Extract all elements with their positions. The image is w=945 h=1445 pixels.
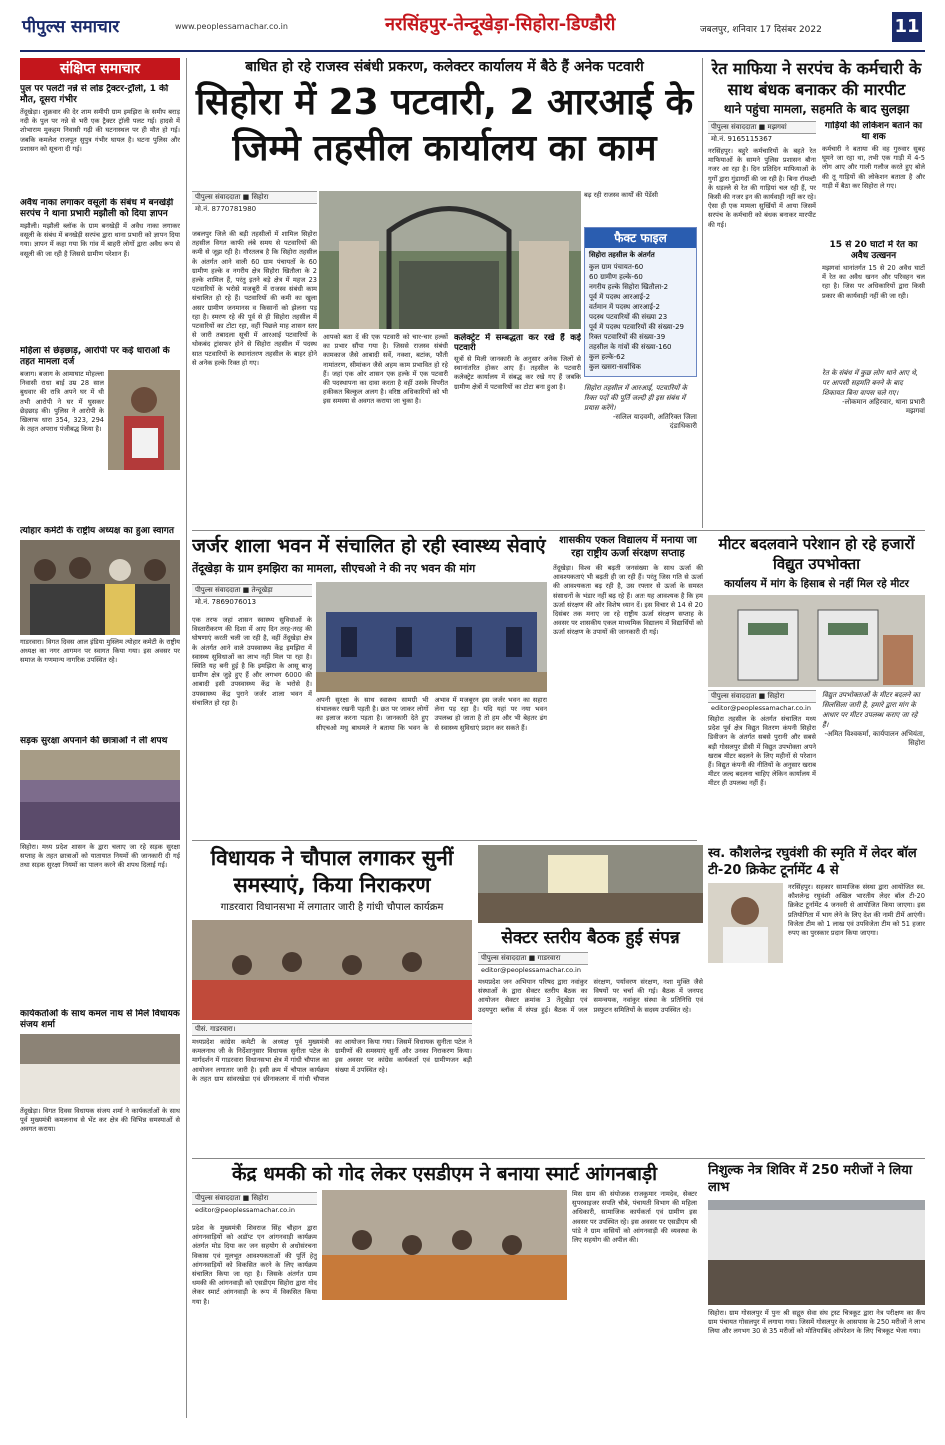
row-divider <box>192 840 697 841</box>
group-photo <box>20 1034 180 1104</box>
mla-text: मध्यप्रदेश कांग्रेस कमेटी के अध्यक्ष पूर्व मुख्यमंत्री कमलनाथ जी के निर्देशानुसार विधायक सुनीता पटेल के मार्गदर्शन में गाडरवारा विधानसभा क्षेत्र में गांधी चौपाल का आयोजन लगातार जारी है। इसी क्रम में चौपाल कार्यक्रम के तहत ग्राम सांवरखेडा एवं छीनाकलार में गांधी चौपाल का आयोजन किया गया। जिसमें विधायक सुनीता पटेल ने ग्रामीणों की समस्याएं सुनीं और उनका निराकरण किया। इस अवसर पर कांग्रेस कार्यकर्ता एवं ग्रामीणजन बड़ी संख्या में उपस्थित रहे। <box>192 1038 472 1083</box>
health-story <box>192 534 547 834</box>
fact-file-item: वर्तमान में पदस्थ आरआई-2 <box>589 303 660 311</box>
lead-right-column <box>584 191 697 431</box>
brief-news-header: संक्षिप्त समाचार <box>20 58 180 80</box>
health-text-2: अपनी सुरक्षा के साथ स्वास्थ्य सामग्री भी संभालकर रखनी पड़ती है। छत पर जाकर लोगों का इलाज करना पड़ता है। जानकारी देते हुए सीएचओ मधु बाथमले ने बताया कि भवन के अभाव में मजबूरन इस जर्जर भवन का सहारा लेना पड़ रहा है। यदि यहां पर नया भवन उपलब्ध हो जाता है तो हम और भी बेहतर ढंग से स्वास्थ्य सुविधाएं प्रदान कर सकते हैं। <box>316 696 547 732</box>
sand-text-3: मझगवां थानांतर्गत 15 से 20 अवैध घाटों में रेत का अवैध खनन और परिवहन चल रहा है। जिस पर अधिकारियों द्वारा किसी प्रकार की कार्यवाही नहीं की जा रही। <box>822 264 925 300</box>
energy-story <box>553 534 703 834</box>
sector-email[interactable]: editor@peoplessamachar.co.in <box>481 966 581 974</box>
health-byline: पीपुल्स संवाददाता ■ तेन्दूखेड़ा <box>192 584 312 597</box>
students-oath-photo <box>20 750 180 840</box>
fact-file-list <box>585 262 696 372</box>
brief-text: गाडरवारा। विगत दिवस आल इंडिया मुस्लिम त्योहार कमेटी के राष्ट्रीय अध्यक्ष का नगर आगमन पर स्वागत किया गया। इस अवसर पर समाज के गणमान्य नागरिक उपस्थित रहे। <box>20 638 180 665</box>
health-mobile: मो.नं. 7869076013 <box>195 598 257 606</box>
fact-file-subtitle: सिहोरा तहसील के अंतर्गत <box>589 251 655 259</box>
newspaper-logo: पीपुल्स समाचार <box>22 17 120 37</box>
lead-text-col3-body: सूत्रों से मिली जानकारी के अनुसार अनेक जिलों से स्थानांतरित होकर आए हैं। तहसील के पटवारी कलेक्ट्रेट कार्यालय में संबद्ध कर रखे गए हैं जबकि ग्रामीण क्षेत्रों में पटवारियों का टोटा बना हुआ है। <box>454 355 581 391</box>
mla-subheadline: गाडरवारा विधानसभा में लगातार जारी है गांधी चौपाल कार्यक्रम <box>220 902 444 913</box>
masthead <box>0 0 945 52</box>
fact-file-item: 60 ग्रामीण हल्के-60 <box>589 273 643 281</box>
mla-byline: पीसं. गाडरवारा। <box>192 1023 472 1036</box>
eye-camp-story <box>708 1162 925 1432</box>
health-text: एक तरफ जहां शासन स्वास्थ्य सुविधाओं के विस्तारीकरण की दिशा में आए दिन तरह-तरह की घोषणाएं करती चली जा रही है, वहीं तेंदूखेड़ा क्षेत्र के अंतर्गत आने वाले उपस्वास्थ्य केंद्र इमझिरा में स्वास्थ्य सुविधाओं का लाभ नहीं मिल पा रहा है। स्थिति यह बनी हुई है कि इमझिरा के आसू बाजू ग्रामीण क्षेत्र जुड़े हुए हैं और लगभग 6000 की आबादी इसी उपस्वास्थ्य केंद्र के भरोसे है। उपस्वास्थ्य केंद्र पुराने जर्जर शाला भवन में संचालित हो रहा है। <box>192 616 312 707</box>
brief-title: त्योहार कमेटी के राष्ट्रीय अध्यक्ष का हुआ स्वागत <box>20 526 174 536</box>
brief-text: तेंदूखेड़ा। विगत दिवस विधायक संजय शर्मा ने कार्यकर्ताओं के साथ पूर्व मुख्यमंत्री कमलनाथ से भेंट कर क्षेत्र की विभिन्न समस्याओं से अवगत कराया। <box>20 1107 180 1134</box>
fact-file-item: कुल हल्के-62 <box>589 353 626 361</box>
sector-meeting-story <box>478 845 703 1155</box>
meter-byline: पीपुल्स संवाददाता ■ सिहोरा <box>708 690 816 703</box>
dilapidated-building-photo <box>316 582 547 692</box>
fact-file-title: फैक्ट फाइल <box>585 228 696 248</box>
health-byline-box <box>192 584 312 608</box>
meter-quote-by: -अमित विश्वकर्मा, कार्यपालन अभियंता, सिहोरा <box>824 730 925 747</box>
meter-headline: मीटर बदलवाने परेशान हो रहे हजारों विद्युत उपभोक्ता <box>718 535 915 573</box>
brief-text: सिहोरा। मध्य प्रदेश शासन के द्वारा चलाए जा रहे सड़क सुरक्षा सप्ताह के तहत छात्राओं को यातायात नियमों की जानकारी दी गई तथा सड़क सुरक्षा नियमों का पालन करने की शपथ दिलाई गई। <box>20 843 180 870</box>
meter-story <box>708 534 925 834</box>
sand-subhead-2: 15 से 20 घाटों में रेत का अवैध उत्खनन <box>829 240 918 261</box>
fact-file-item: रिक्त पटवारियों की संख्या-39 <box>589 333 666 341</box>
meter-quote: विद्युत उपभोक्ताओं के मीटर बदलने का सिलसिला जारी है, हमारे द्वारा मांग के आधार पर मीटर उपलब्ध कराए जा रहे हैं। <box>822 691 920 729</box>
sand-quote-by: -लोकमान अहिरवार, थाना प्रभारी मझगवां <box>842 398 925 415</box>
cricket-story <box>708 845 925 1035</box>
fact-file-item: कुल खसरा-सर्वाधिक <box>589 363 641 371</box>
sand-headline: रेत माफिया ने सरपंच के कर्मचारी के साथ बंधक बनाकर की मारपीट <box>711 59 922 99</box>
lead-subhead-2: कलेक्ट्रेट में सम्बद्धता कर रखे हैं कई पटवारी <box>454 333 581 353</box>
lead-story <box>192 58 697 528</box>
sand-subhead: गाड़ियों की लोकेशन बताने का था शक <box>824 121 923 142</box>
felicitation-photo <box>20 540 180 635</box>
brief-title: सड़क सुरक्षा अपनाने की छात्राओं ने ली शपथ <box>20 736 168 746</box>
eye-camp-photo <box>708 1200 925 1305</box>
lead-text: जबलपुर जिले की बड़ी तहसीलों में शामिल सिहोरा तहसील विगत काफी लंबे समय से पटवारियों की कमी से जूझ रही है। गौरतलब है कि सिहोरा तहसील के अंतर्गत आने वाली 60 ग्राम पंचायतों के 60 ग्रामीण हल्के व नगरीय क्षेत्र सिहोरा खितौला के 2 हल्के शामिल हैं, परंतु इतने बड़े क्षेत्र में महज 23 पटवारियों के भरोसे मजबूरी में राजस्व संबंधी काम संचालित हो रहे हैं। पटवारियों की कमी का खुला असर ग्रामीण जनमानस व किसानों को झेलना पड़ रहा है। स्मरण रहे की पूर्व से ही सिहोरा तहसील में पटवारियों का टोटा रहा, वहीं पिछले माह शासन स्तर से जारी तबादला सूची में आरआई पटवारियों के थोकबंद ट्रांसफर होने से सिहोरा तहसील में पदस्थ सात पटवारियों के स्थानांतरण तहसील के बाहर होने से अनेक हल्के रिक्त हो गए। <box>192 230 317 367</box>
woman-holding-document-photo <box>108 370 180 470</box>
portrait-photo <box>708 883 783 963</box>
anganwadi-text-2: मिस ग्राम की संयोजक राजकुमार नामदेव, सेक्टर सुपरवाइजर सपति चौबे, पंचायती विभाग की महिला अधिकारी, सामाजिक कार्यकर्ता एवं ग्रामीण इस अवसर पर उपस्थित रहे। इस अवसर पर एसडीएम श्री पांडे ने ग्राम वासियों को आंगनवाड़ी की व्यवस्था के लिए सहयोग की अपील की। <box>572 1190 697 1245</box>
meter-subheadline: कार्यालय में मांग के हिसाब से नहीं मिल रहे मीटर <box>724 578 909 590</box>
tehsil-office-gate-photo <box>319 191 581 329</box>
lead-mobile: मो.नं. 8770781980 <box>195 205 257 213</box>
sector-headline: सेक्टर स्तरीय बैठक हुई संपन्न <box>501 928 680 948</box>
brief-news-column <box>20 58 180 1418</box>
row-divider <box>192 530 925 531</box>
column-divider <box>186 58 187 1418</box>
anganwadi-text: प्रदेश के मुख्यमंत्री शिवराज सिंह चौहान द्वारा आंगनवाड़ियों को अडॉप्ट एन आंगनवाड़ी कार्यक्रम अंतर्गत मोड दिया कर जन सहयोग से अधोसंरचना विकास एवं मूलभूत आवश्यकताओं की पूर्ति हेतु आंगनवाड़ियों को विकसित करने के लिए कार्यक्रम संचालित किया जा रहा है। जिसके अंतर्गत ग्राम धमकी की आंगनवाड़ी को एसडीएम सिहोरा द्वारा गोद लेकर स्मार्ट आंगनवाड़ी के रूप में विकसित किया गया है। <box>192 1224 317 1306</box>
sector-text: मध्यप्रदेश जन अभियान परिषद द्वारा नवांकुर संस्थाओं के द्वारा सेक्टर स्तरीय बैठक का आयोजन सेक्टर क्रमांक 3 तेंदूखेड़ा एवं उदयपुरा ब्लॉक में संपन्न हुई। बैठक में जल संरक्षण, पर्यावरण संरक्षण, नशा मुक्ति जैसे विषयों पर चर्चा की गई। बैठक में जनपद समन्वयक, नवांकुर संस्था के प्रतिनिधि एवं प्रस्फुटन समितियों के सदस्य उपस्थित रहे। <box>478 978 703 1014</box>
meeting-group-photo <box>478 845 703 923</box>
sand-byline: पीपुल्स संवाददाता ■ मझगवां <box>708 121 816 134</box>
fact-quote-by: -सलिल यादवमी, अतिरिक्त जिला दंडाधिकारी <box>612 413 697 430</box>
website-link[interactable]: www.peoplessamachar.co.in <box>175 22 288 31</box>
lead-text-col2: आपको बता दें की एक पटवारी को चार-चार हल्कों का प्रभार सौंपा गया है। जिससे राजस्व संबंधी कामकाज जैसे आबादी सर्वे, नक्शा, बटांक, फौती नामांतरण, सीमांकन जैसे अहम काम प्रभावित हो रहे हैं। जहां एक ओर शासन एक हल्के में एक पटवारी की पदस्थापना का दावा करता है वहीं उसके विपरीत हकीकत बिल्कुल अलग है। वरिष्ठ अधिकारियों को भी इस समस्या से अवगत कराया जा चुका है। <box>323 333 448 406</box>
issue-date: जबलपुर, शनिवार 17 दिसंबर 2022 <box>700 25 822 35</box>
mla-headline: विधायक ने चौपाल लगाकर सुनीं समस्याएं, किया निराकरण <box>210 846 454 897</box>
chaupal-meeting-photo <box>192 920 472 1020</box>
brief-text: बजाग। बजाग के आमाघाट मोहल्ला निवासी राधा बाई उम्र 28 साल बुधवार की रात्रि अपने घर में थी तभी आरोपी ने घर में घुसकर छेड़छाड़ की। पुलिस ने आरोपी के खिलाफ धारा 354, 323, 294 के तहत अपराध पंजीबद्ध किया है। <box>20 370 104 434</box>
brief-text: मझौली। मझौली ब्लॉक के ग्राम बनखेड़ी में अवैध नाका लगाकर वसूली के संबंध में बनखेड़ी सरपंच द्वारा थाना प्रभारी को ज्ञापन दिया गया। ज्ञापन में कहा गया कि गांव में बाहरी लोगों द्वारा अवैध रूप से वसूली की जा रही है जिससे ग्रामीण परेशान हैं। <box>20 222 180 258</box>
sand-subheadline: थाने पहुंचा मामला, सहमति के बाद सुलझा <box>723 102 910 116</box>
column-divider <box>702 58 703 528</box>
brief-title: अवैध नाका लगाकर वसूली के संबंध में बनखेड़ी सरपंच ने थाना प्रभारी मझौली को दिया ज्ञापन <box>20 198 174 219</box>
fact-file-item: नगरीय हल्के सिहोरा खितौला-2 <box>589 283 669 291</box>
brief-title: महिला से छेड़छाड़, आरोपी पर कई धाराओं के तहत मामला दर्ज <box>20 346 170 367</box>
fact-file-item: पूर्व में पदस्थ आरआई-2 <box>589 293 651 301</box>
fact-file-box <box>584 227 697 377</box>
anganwadi-story <box>192 1162 697 1432</box>
fact-quote: सिहोरा तहसील में आरआई, पटवारियों के रिक्त पदों की पूर्ति जल्दी ही इस संबंध में प्रयास करेंगे। <box>584 384 688 412</box>
lead-text-col3 <box>454 333 581 525</box>
eye-camp-headline: निशुल्क नेत्र शिविर में 250 मरीजों ने लिया लाभ <box>708 1163 913 1195</box>
fact-file-item: पदस्थ पटवारियों की संख्या 23 <box>589 313 668 321</box>
lead-byline: पीपुल्स संवाददाता ■ सिहोरा <box>192 191 317 204</box>
sand-quote: रेत के संबंध में कुछ लोग थाने आए थे, पर आपसी सहमति बनने के बाद शिकायत बिना वापस चले गए। <box>822 369 918 397</box>
brief-text: तेंदूखेड़ा। शुक्रवार की देर शाम समीपी ग्राम इमझिरा के समीप बराड़ नदी के पुल पर नन्ने से भरी एक ट्रैक्टर ट्रॉली पलट गई। हादसे में शोभाराम मुकहम निवासी गढ़ी की घटनास्थल पर ही मौत हो गई। जबकि कमलेश राजपूत सुपुत्र गंभीर घायल है। घटना पुलिस और प्रशासन को सूचना दी गई। <box>20 108 180 153</box>
electricity-meter-photo <box>708 595 925 687</box>
masthead-rule <box>20 50 925 52</box>
health-headline: जर्जर शाला भवन में संचालित हो रही स्वास्थ्य सेवाएं <box>192 535 546 557</box>
fact-file-item: तहसील के गांवों की संख्या-160 <box>589 343 672 351</box>
sand-mafia-story <box>708 58 925 528</box>
lead-byline-box <box>192 191 317 215</box>
fact-file-item: पूर्व में पदस्थ पटवारियों की संख्या-29 <box>589 323 685 331</box>
anganwadi-children-photo <box>322 1190 567 1300</box>
mla-chaupal-story <box>192 845 472 1155</box>
brief-title: पुल पर पलटी नन्ने से लोड ट्रैक्टर-ट्रॉली, 1 की मौत, दूसरा गंभीर <box>20 84 169 105</box>
energy-headline: शासकीय एकल विद्यालय में मनाया जा रहा राष्ट्रीय ऊर्जा संरक्षण सप्ताह <box>559 535 697 559</box>
sand-mobile: मो.नं. 9165115367 <box>711 135 773 143</box>
sector-byline: पीपुल्स संवाददाता ■ गाडरवारा <box>478 952 588 965</box>
fact-file-item: कुल ग्राम पंचायत-60 <box>589 263 644 271</box>
section-title: नरसिंहपुर-तेन्दूखेड़ा-सिहोरा-डिण्डौरी <box>385 14 616 35</box>
health-subheadline: तेंदूखेड़ा के ग्राम इमझिरा का मामला, सीएचओ ने की नए भवन की मांग <box>192 562 476 575</box>
anganwadi-email[interactable]: editor@peoplessamachar.co.in <box>195 1206 295 1214</box>
brief-title: कार्यकर्ताओं के साथ कमल नाथ से मिले विधायक संजय शर्मा <box>20 1009 180 1030</box>
sand-text: नरसिंहपुर। बहुरे कर्मचारियों के बहते रेत माफियाओं के सामने पुलिस प्रशासन बौना नजर आ रहा है। दिन प्रतिदिन माफियाओं के गुर्गों द्वारा गुंडागर्दी की जा रही है। बिना रॉयल्टी के धड़ल्ले से रेत की गाड़ियां चल रही हैं, पर किसी की नजर इन की कार्यवाही नहीं कर रहे। ऐसा ही एक मामला सुर्खियों में आया जिसमें सरपंच के कर्मचारी को बंधक बनाकर मारपीट की गई। <box>708 147 816 229</box>
lead-headline: सिहोरा में 23 पटवारी, 2 आरआई के जिम्मे तहसील कार्यालय का काम <box>195 82 694 169</box>
lead-kicker: बाधित हो रहे राजस्व संबंधी प्रकरण, कलेक्टर कार्यालय में बैठे हैं अनेक पटवारी <box>245 59 644 75</box>
meter-email[interactable]: editor@peoplessamachar.co.in <box>711 704 811 712</box>
page-number: 11 <box>892 12 922 42</box>
anganwadi-byline-box <box>192 1192 317 1215</box>
anganwadi-headline: केंद्र धमकी को गोद लेकर एसडीएम ने बनाया स्मार्ट आंगनबाड़ी <box>231 1163 658 1185</box>
cricket-headline: स्व. कौशलेन्द्र रघुवंशी की स्मृति में लेदर बॉल टी-20 क्रिकेट टूर्नामेंट 4 से <box>708 846 917 878</box>
sand-text-2: कर्मचारी ने बताया की वह गुरुवार सुबह घूमने जा रहा था, तभी एक गाड़ी में 4-5 लोग आए और गाली गलौज करते हुए बोले की तू गाड़ियों की लोकेशन बताता है और गाड़ी में बैठा कर सिहोरा ले गए। <box>822 145 925 190</box>
meter-text: सिहोरा तहसील के अंतर्गत संचालित मध्य प्रदेश पूर्व क्षेत्र विद्युत वितरण कंपनी सिहोरा डिवीजन के अंतर्गत सबसे पुरानी और सबसे बड़ी गोसलपुर डीसी में विद्युत उपभोक्ता अपने खराब मीटर बदलने के लिए महीनों से परेशान हैं। विद्युत कंपनी की नीतियों के अनुसार खराब मीटर जल्द बदलना चाहिए लेकिन कार्यालय में मीटर ही उपलब्ध नहीं हैं। <box>708 715 816 788</box>
lead-text-top: बढ़ रही राजस्व कार्यों की पेंडेंसी <box>584 191 658 199</box>
energy-text: तेंदूखेड़ा। विश्व की बढ़ती जनसंख्या के साथ ऊर्जा की आवश्यकताएं भी बढ़ती ही जा रही हैं। परंतु जिस गति से ऊर्जा की आवश्यकता बढ़ रही है, उस रफ्तार से ऊर्जा के समस्त संसाधनों के भंडार नहीं बढ़ रहे हैं। अतः यह आवश्यक है कि हम ऊर्जा संरक्षण की ओर विशेष ध्यान दें। इस विचार से 14 से 20 दिसंबर तक मनाए जा रहे राष्ट्रीय ऊर्जा संरक्षण सप्ताह के अवसर पर शासकीय एकल माध्यमिक विद्यालय में विद्यार्थियों को ऊर्जा संरक्षण के उपायों की जानकारी दी गई। <box>553 564 703 637</box>
cricket-text: नरसिंहपुर। सहकार सामाजिक संस्था द्वारा आयोजित स्व. कौशलेन्द्र रघुवंशी अखिल भारतीय लेदर बॉल टी-20 क्रिकेट टूर्नामेंट 4 जनवरी से आयोजित किया जाएगा। इस प्रतियोगिता में भाग लेने के लिए देश की नामी टीमें आएंगी। विजेता टीम को 1 लाख एवं उपविजेता टीम को 51 हजार रुपए का पुरस्कार प्रदान किया जाएगा। <box>788 883 925 938</box>
anganwadi-byline: पीपुल्स संवाददाता ■ सिहोरा <box>192 1192 317 1205</box>
eye-camp-text: सिहोरा। ग्राम गोसलपुर में पुनः श्री सद्गुरु सेवा संघ ट्रस्ट चित्रकूट द्वारा नेत्र परीक्षण का कैंप ग्राम पंचायत गोसलपुर में लगाया गया। जिसमें गोसलपुर के आसपास के 250 मरीजों ने लाभ लिया और लगभग 30 से 35 मरीजों को मोतियाबिंद ऑपरेशन के लिए चित्रकूट भेजा गया। <box>708 1309 925 1336</box>
row-divider <box>192 1158 925 1159</box>
